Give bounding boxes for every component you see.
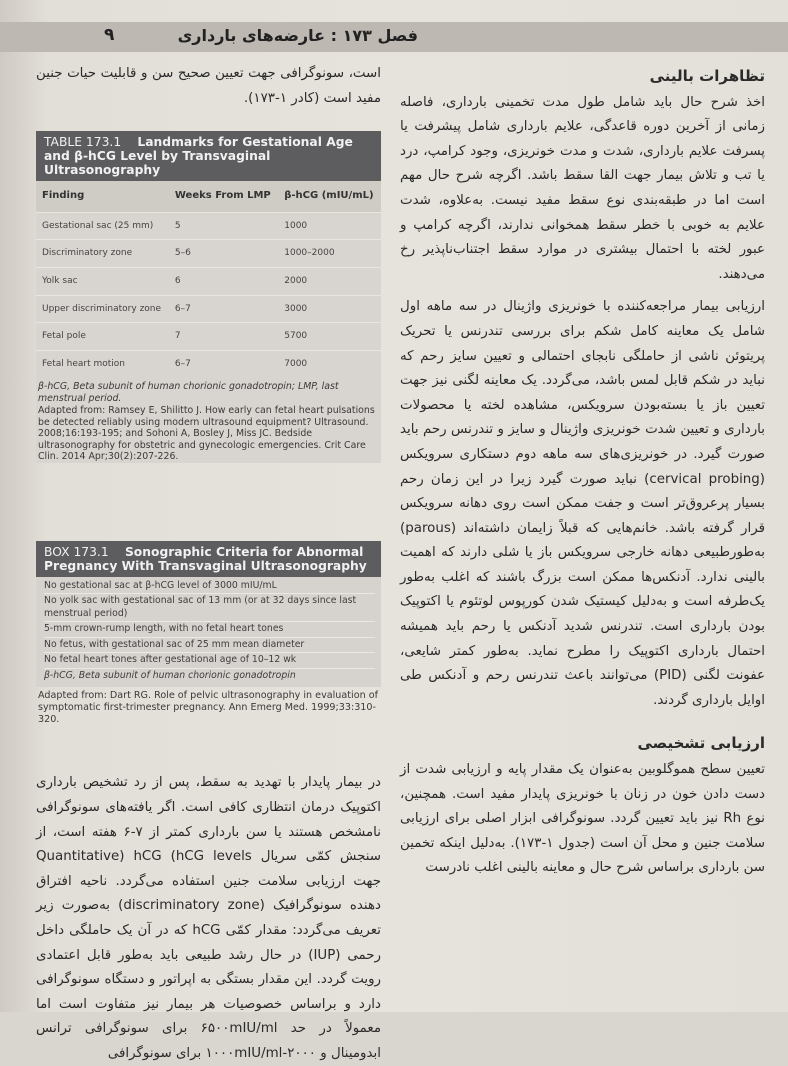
paragraph: در بیمار پایدار با تهدید به سقط، پس از رد تشخیص بارداری اکتوپیک درمان انتظاری کافی است. اگر یافته‌های سونوگرافی نامشخص هستند یا سن بارداری کمتر از ۷-۶ هفته است، از سنجش کمّی سریال Quantitative) hCG (hCG levels جهت ارزیابی سلامت جنین استفاده می‌گردد. ناحیه افتراق دهنده سونوگرافیک (discriminatory zone) به‌صورت زیر تعریف می‌گردد: مقدار کمّی hCG که در آن یک حاملگی داخل رحمی (IUP) در حال رشد طبیعی باید به‌طور قابل اعتمادی رویت گردد. این مقدار بستگی به اپراتور و دستگاه سونوگرافی دارد و براساس خصوصیات هر بیمار نیز متفاوت است اما معمولاً در حد ۶۵۰۰mIU/ml برای سونوگرافی ترانس ابدومینال و ۲۰۰۰-۱۰۰۰mIU/ml برای سونوگرافی [36,775,381,1061]
table-row [36,267,381,295]
table-cell: 6–7 [169,350,278,377]
box-caption: Sonographic Criteria for Abnormal Pregnancy With Transvaginal Ultrasonography [44,544,367,573]
table-cell: 3000 [278,295,381,323]
table-cell: 6–7 [169,295,278,323]
data-table [36,181,381,377]
table-cell: 5700 [278,323,381,351]
box-source: Adapted from: Dart RG. Role of pelvic ultrasonography in evaluation of symptomatic first-trimester pregnancy. Ann Emerg Med. 1999;33:310-320. [38,690,378,726]
table-label: TABLE 173.1 [44,135,122,150]
left-column [36,62,381,1066]
criteria-list [36,577,381,688]
table-row [36,212,381,240]
table-cell: Gestational sac (25 mm) [36,212,169,240]
table-cell: 6 [169,267,278,295]
section-title-clinical: تظاهرات بالینی [649,67,765,85]
table-cell: Fetal heart motion [36,350,169,377]
list-item: No fetal heart tones after gestational age of 10–12 wk [44,653,375,669]
table-row [36,240,381,268]
list-item: 5-mm crown-rump length, with no fetal heart tones [44,622,375,638]
table-row [36,323,381,351]
table-cell: 5 [169,212,278,240]
list-item: β-hCG, Beta subunit of human chorionic gonadotropin [44,669,296,681]
list-item: No yolk sac with gestational sac of 13 mm (or at 32 days since last menstrual period) [44,594,375,622]
page-number: ۹ [104,25,115,45]
table-cell: Upper discriminatory zone [36,295,169,323]
table-cell: Yolk sac [36,267,169,295]
page-header [0,22,788,52]
table-header-row [36,181,381,212]
table-cell: Discriminatory zone [36,240,169,268]
chapter-title: فصل ۱۷۳ : عارضه‌های بارداری [177,26,418,45]
list-item: No gestational sac at β-hCG level of 3000 mIU/mL [44,579,375,595]
table-cell: 1000 [278,212,381,240]
column-header: Finding [36,181,169,212]
column-header: β-hCG (mIU/mL) [278,181,381,212]
table-cell: 1000–2000 [278,240,381,268]
table-source: Adapted from: Ramsey E, Shilitto J. How early can fetal heart pulsations be detected reliably using modern ultrasound equipment? Ultrasound. 2008;16:193-195; and Sohoni A, Bosley J, Miss JC. Bedside ultrasonography for obstetric and gynecologic emergencies. Crit Care Clin. 2014 Apr;30(2):207-226. [38,405,375,463]
table-cell: 2000 [278,267,381,295]
table-cell: 7 [169,323,278,351]
table-row [36,295,381,323]
list-item: No fetus, with gestational sac of 25 mm mean diameter [44,638,375,654]
table-cell: 5–6 [169,240,278,268]
column-header: Weeks From LMP [169,181,278,212]
landmarks-table [36,131,381,463]
table-cell: Fetal pole [36,323,169,351]
paragraph: تعیین سطح هموگلوبین به‌عنوان یک مقدار پایه و ارزیابی شدت از دست دادن خون در زنان با خونریزی پایدار مفید است. همچنین، نوع Rh نیز باید تعیین گردد. سونوگرافی ابزار اصلی برای ارزیابی سلامت جنین و محل آن است (جدول ۱-۱۷۳). به‌دلیل اینکه تخمین سن بارداری براساس شرح حال و معاینه بالینی اغلب نادرست [400,762,765,876]
table-row [36,350,381,377]
table-cell: 7000 [278,350,381,377]
paragraph: است، سونوگرافی جهت تعیین صحیح سن و قابلیت حیات جنین مفید است (کادر ۱-۱۷۳). [36,66,381,106]
table-caption: Landmarks for Gestational Age and β-hCG Level by Transvaginal Ultrasonography [44,135,353,178]
box-label: BOX 173.1 [44,544,109,559]
section-title-diagnostic: ارزیابی تشخیصی [637,734,765,753]
right-column [400,60,765,889]
criteria-box [36,541,381,730]
table-title [36,131,381,181]
paragraph: ارزیابی بیمار مراجعه‌کننده با خونریزی واژینال در سه ماهه اول شامل یک معاینه کامل شکم برای بررسی تندرنس یا تحریک پریتوئن ناشی از حاملگی نابجای احتمالی و تعیین سایز رحم که نباید در شکم قابل لمس باشد، می‌گردد. یک معاینه لگنی نیز جهت تعیین باز یا بسته‌بودن سرویکس، مشاهده لخته یا محصولات بارداری و تعیین شدت خونریزی واژینال و سایز و تندرنس رحم باید صورت گیرد. در خونریزی‌های سه ماهه دوم دستکاری سرویکس (cervical probing) نباید صورت گیرد زیرا در این زمان رحم بسیار پرعروق‌تر است و جفت ممکن است روی دهانه سرویکس قرار گرفته باشد. خانم‌هایی که قبلاً زایمان داشته‌اند (parous) به‌طورطبیعی دهانه خارجی سرویکس باز یا شلی دارند که اهمیت بالینی ندارد. آدنکس‌ها ممکن است بزرگ باشند که اغلب به‌طور یک‌طرفه است و به‌دلیل کیستیک شدن کورپوس لوتئوم یا اکتوپیک بودن بارداری است. تندرنس شدید آدنکس یا رحم باید همیشه احتمال بارداری اکتوپیک را مطرح نماید. به‌طور کمتر شایعی، عفونت لگنی (PID) می‌توانند باعث تندرنس رحم و آدنکس طی اوایل بارداری گردند. [400,299,766,708]
box-title [36,541,381,577]
paragraph: اخذ شرح حال باید شامل طول مدت تخمینی بارداری، فاصله زمانی از آخرین دوره قاعدگی، علایم بارداری شامل پیشرفت یا پسرفت علایم بارداری، شدت و مدت خونریزی، وجود کرامپ، درد یا تب و تلاش بیمار جهت القا سقط باشد. اگرچه شرح حال مهم است اما در طبقه‌بندی نوع سقط مفید نیست. به‌علاوه، شدت علایم به خوبی با خطر سقط همخوانی ندارند، اگرچه کرامپ و عبور لخته با احتمال بیشتری در موارد سقط اجتناب‌ناپذیر رخ می‌دهند. [400,94,765,282]
table-footnote: β-hCG, Beta subunit of human chorionic gonadotropin; LMP, last menstrual period. [38,381,339,404]
